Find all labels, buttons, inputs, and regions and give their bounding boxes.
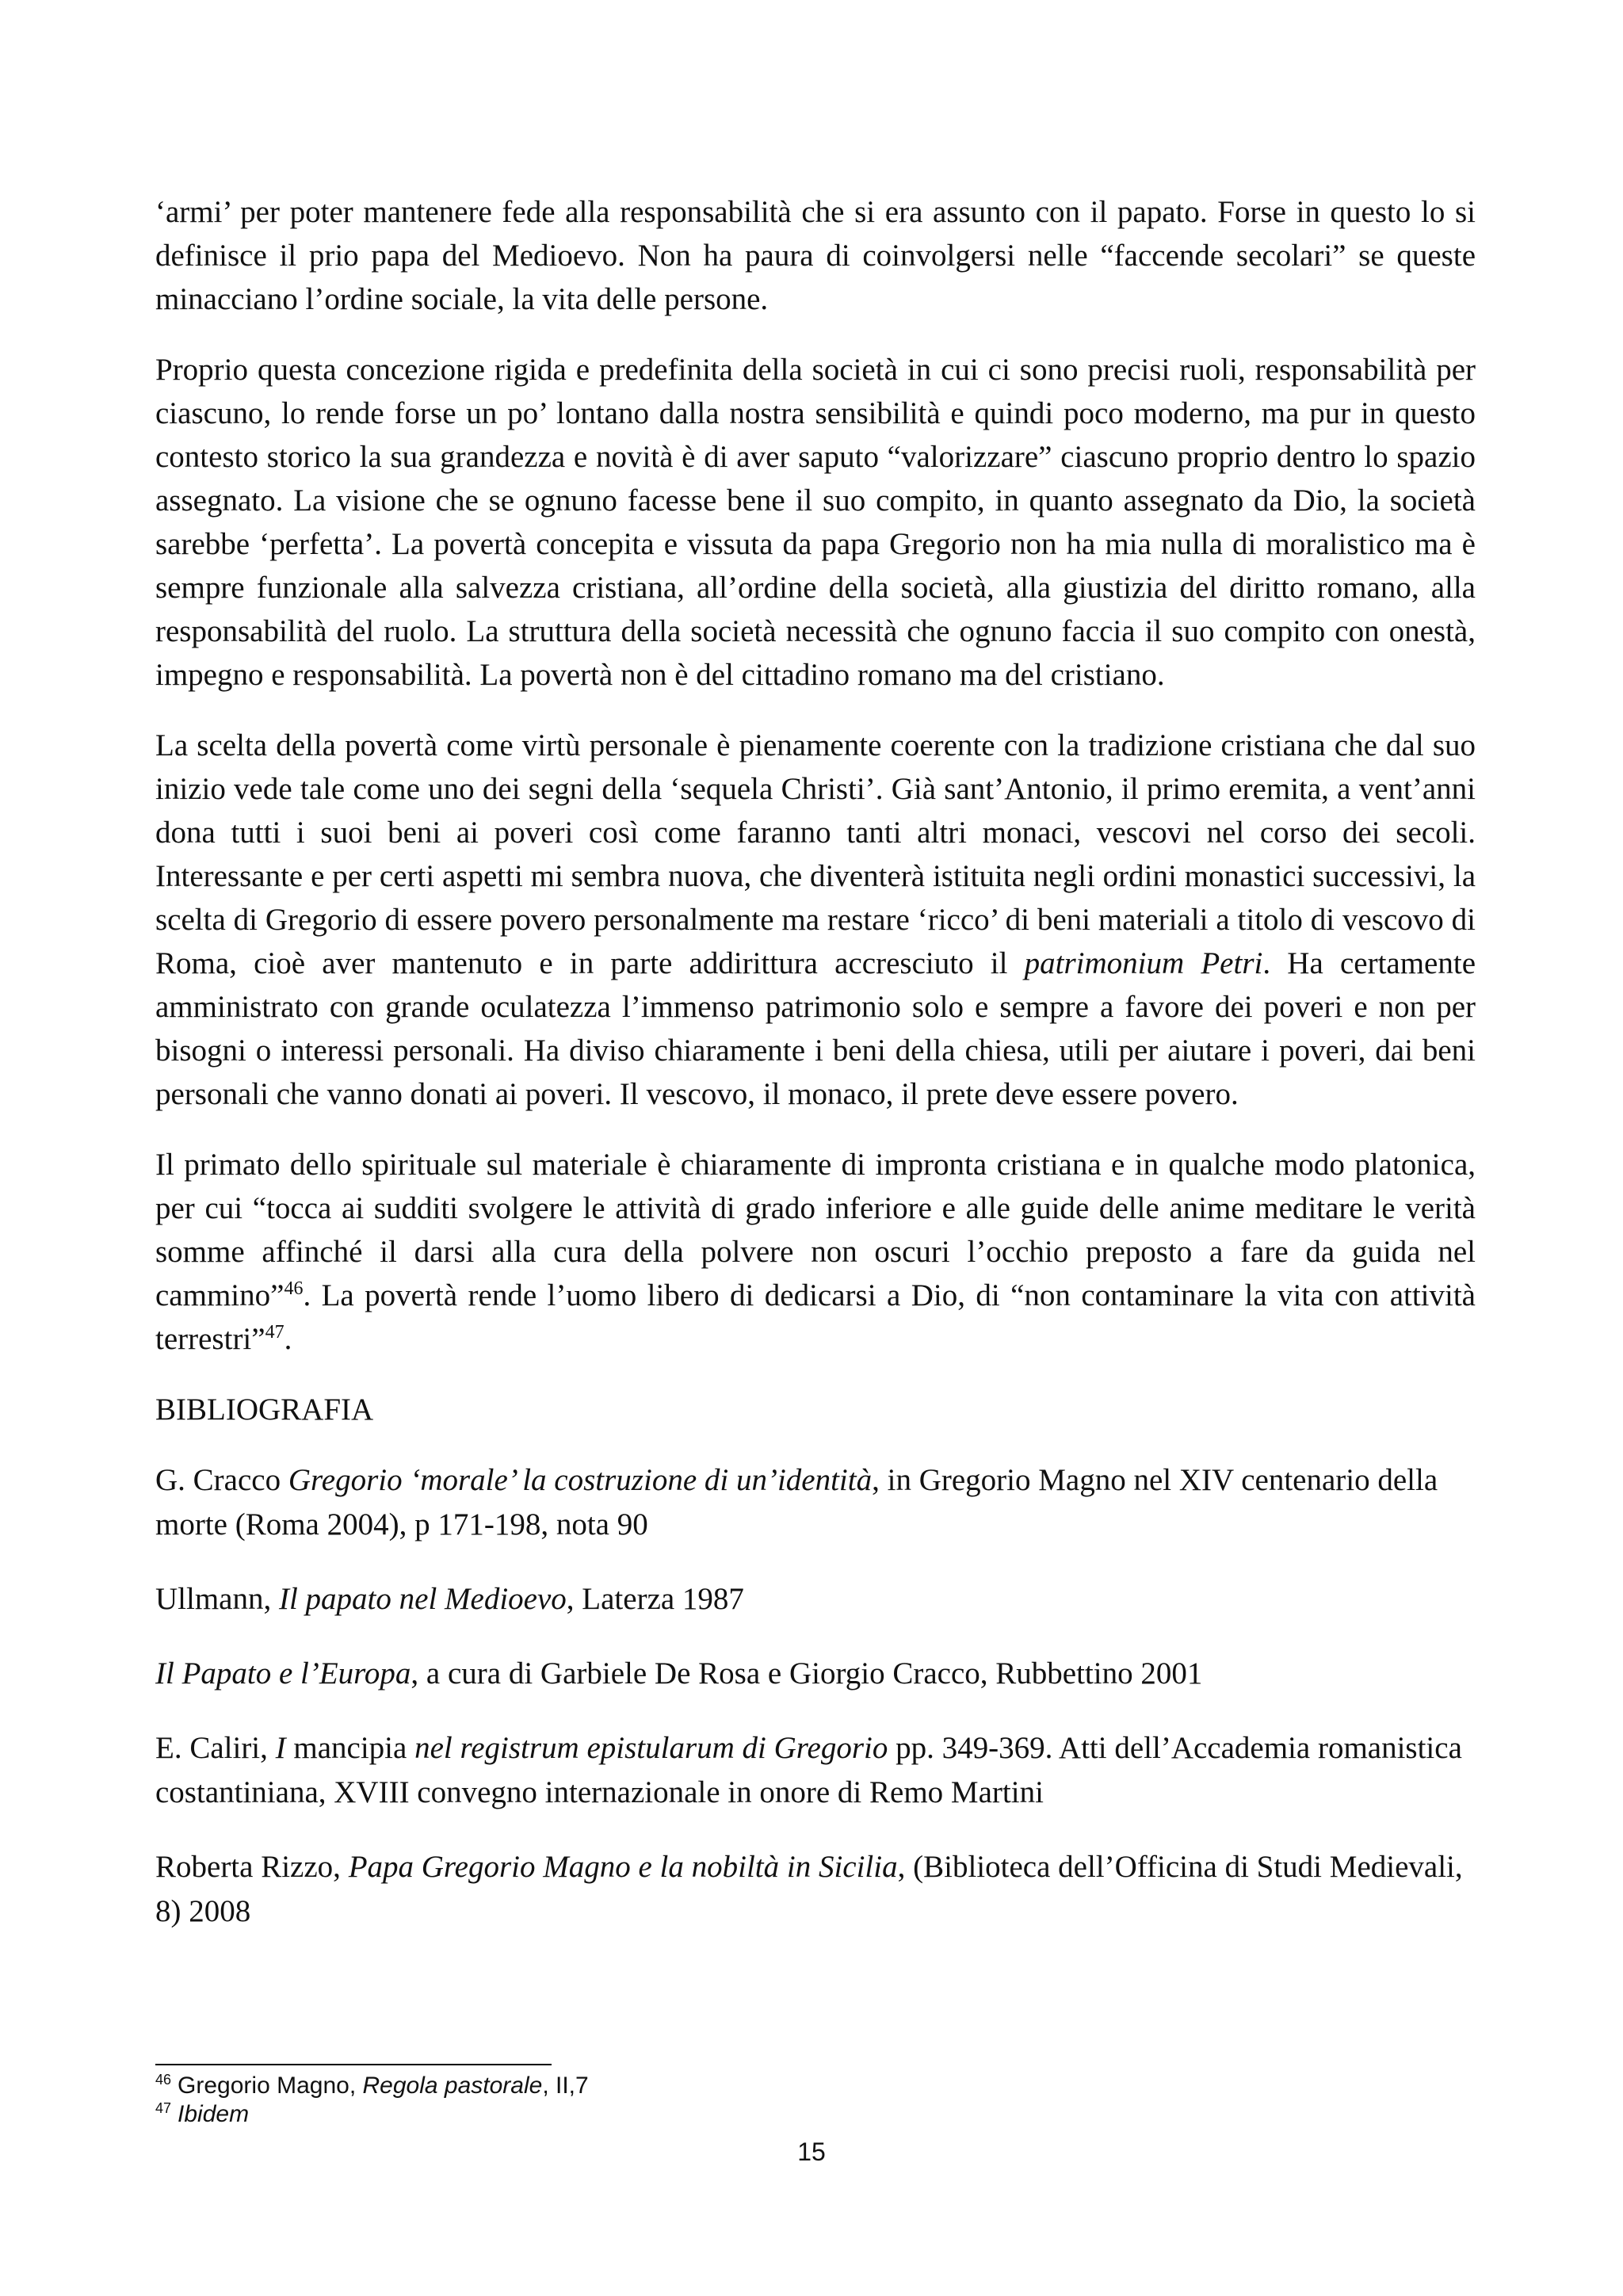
- paragraph-4-text-c: .: [284, 1322, 292, 1356]
- footnote-separator: [155, 2064, 552, 2065]
- bib-5-author: Roberta Rizzo,: [155, 1850, 349, 1884]
- footnote-text: Gregorio Magno,: [178, 2073, 363, 2099]
- footnote-italic: Ibidem: [178, 2101, 250, 2127]
- paragraph-4-text-a: Il primato dello spirituale sul materiale è chiaramente di impronta cristiana e in qualche modo platonica, per cui “tocca ai sudditi svolgere le attività di grado inferiore e alle guide delle anime meditare le verità somme affinché il darsi alla cura della polvere non oscuri l’occhio preposto a fare da guida nel cammino”: [155, 1148, 1476, 1312]
- footnote-text-end: , II,7: [542, 2073, 589, 2099]
- page-number: 15: [797, 2137, 826, 2166]
- bibliography-heading: BIBLIOGRAFIA: [155, 1392, 374, 1427]
- paragraph-3-text-a: La scelta della povertà come virtù personale è pienamente coerente con la tradizione cristiana che dal suo inizio vede tale come uno dei segni della ‘sequela Christi’. Già sant’Antonio, il primo eremita, a vent’anni dona tutti i suoi beni ai poveri così come faranno tanti altri monaci, vescovi nel corso dei secoli. Interessante e per certi aspetti mi sembra nuova, che diventerà istituita negli ordini monastici successivi, la scelta di Gregorio di essere povero personalmente ma restare ‘ricco’ di beni materiali a titolo di vescovo di Roma, cioè aver mantenuto e in parte addirittura accresciuto il: [155, 728, 1476, 980]
- bib-4-title-c: nel registrum epistularum di Gregorio: [414, 1731, 888, 1765]
- footnote-number: 47: [155, 2100, 172, 2116]
- bib-4-details: pp. 349-369. Atti dell’Accademia romanistica costantiniana, XVIII convegno internazionale in onore di Remo Martini: [155, 1731, 1462, 1809]
- footnote-number: 46: [155, 2072, 172, 2088]
- bib-1-title: Gregorio ‘morale’ la costruzione di un’identità: [288, 1463, 873, 1497]
- paragraph-1-text: ‘armi’ per poter mantenere fede alla responsabilità che si era assunto con il papato. Forse in questo lo si definisce il prio papa del Medioevo. Non ha paura di coinvolgersi nelle “faccende secolari” se queste minacciano l’ordine sociale, la vita delle persone.: [155, 195, 1476, 316]
- bib-4-author: E. Caliri,: [155, 1731, 276, 1765]
- paragraph-1: [155, 190, 1476, 321]
- footnotes: [155, 2072, 1106, 2129]
- footnote-italic: Regola pastorale: [362, 2073, 543, 2099]
- footnote-ref-47[interactable]: 47: [265, 1322, 285, 1343]
- footnote-ref-46[interactable]: 46: [284, 1278, 304, 1299]
- body-text: [155, 190, 1476, 1964]
- bib-5-title: Papa Gregorio Magno e la nobiltà in Sicilia: [348, 1850, 898, 1884]
- paragraph-3: [155, 724, 1476, 1116]
- bib-1-author: G. Cracco: [155, 1463, 288, 1497]
- bibliography-entry-1: [155, 1458, 1476, 1547]
- bib-2-author: Ullmann,: [155, 1582, 279, 1616]
- paragraph-4-text-b: . La povertà rende l’uomo libero di dedicarsi a Dio, di “non contaminare la vita con attività terrestri”: [155, 1278, 1476, 1356]
- bib-1-details: , in Gregorio Magno nel XIV centenario della morte (Roma 2004), p 171-198, nota 90: [155, 1463, 1438, 1541]
- bib-2-details: , Laterza 1987: [566, 1582, 744, 1616]
- bib-2-title: Il papato nel Medioevo: [278, 1582, 567, 1616]
- bib-4-title-a: I: [275, 1731, 286, 1765]
- bibliography-entry-4: [155, 1726, 1476, 1815]
- bib-5-details: , (Biblioteca dell’Officina di Studi Medievali, 8) 2008: [155, 1850, 1463, 1928]
- bibliography-entry-5: [155, 1845, 1476, 1934]
- bib-4-title-b: mancipia: [285, 1731, 415, 1765]
- footnote-46: [155, 2072, 1106, 2100]
- bibliography-entry-2: [155, 1577, 1476, 1622]
- paragraph-4: [155, 1143, 1476, 1361]
- paragraph-2-text: Proprio questa concezione rigida e predefinita della società in cui ci sono precisi ruoli, responsabilità per ciascuno, lo rende forse un po’ lontano dalla nostra sensibilità e quindi poco moderno, ma pur in questo contesto storico la sua grandezza e novità è di aver saputo “valorizzare” ciascuno proprio dentro lo spazio assegnato. La visione che se ognuno facesse bene il suo compito, in quanto assegnato da Dio, la società sarebbe ‘perfetta’. La povertà concepita e vissuta da papa Gregorio non ha mia nulla di moralistico ma è sempre funzionale alla salvezza cristiana, all’ordine della società, alla giustizia del diritto romano, alla responsabilità del ruolo. La struttura della società necessità che ognuno faccia il suo compito con onestà, impegno e responsabilità. La povertà non è del cittadino romano ma del cristiano.: [155, 353, 1476, 692]
- bib-3-title: Il Papato e l’Europa: [155, 1656, 411, 1690]
- paragraph-2: [155, 348, 1476, 697]
- footnote-47: [155, 2100, 1106, 2129]
- paragraph-3-text-b: . Ha certamente amministrato con grande oculatezza l’immenso patrimonio solo e sempre a favore dei poveri e non per bisogni o interessi personali. Ha diviso chiaramente i beni della chiesa, utili per aiutare i poveri, dai beni personali che vanno donati ai poveri. Il vescovo, il monaco, il prete deve essere povero.: [155, 946, 1476, 1111]
- paragraph-3-italic: patrimonium Petri: [1024, 946, 1263, 980]
- bibliography-entry-3: [155, 1652, 1476, 1696]
- bib-3-details: , a cura di Garbiele De Rosa e Giorgio Cracco, Rubbettino 2001: [411, 1656, 1203, 1690]
